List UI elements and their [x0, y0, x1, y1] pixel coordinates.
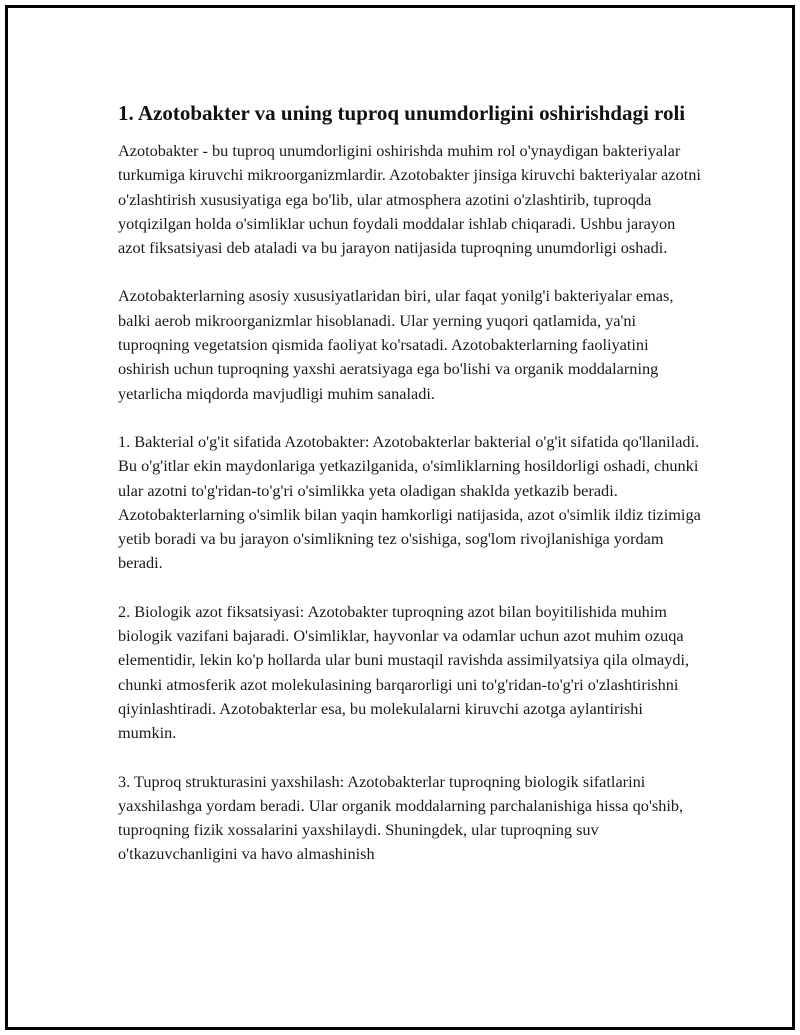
document-page [5, 5, 795, 1030]
paragraph-properties: Azotobakterlarning asosiy xususiyatlaridan biri, ular faqat yonilg'i bakteriyalar emas, balki aerob mikroorganizmlar hisoblanadi. Ular yerning yuqori qatlamida, ya'ni tuproqning vegetatsion qismida faoliyat ko'rsatadi. Azotobakterlarning faoliyatini oshirish uchun tuproqning yaxshi aeratsiyaga ega bo'lishi va organik moddalarning yetarlicha miqdorda mavjudligi muhim sanaladi. [118, 286, 674, 403]
paragraph-nitrogen-fixation: 2. Biologik azot fiksatsiyasi: Azotobakter tuproqning azot bilan boyitilishida muhim biologik vazifani bajaradi. O'simliklar, hayvonlar va odamlar uchun azot muhim ozuqa elementidir, lekin ko'p hollarda ular buni mustaqil ravishda assimilyatsiya qila olmaydi, chunki atmosferik azot molekulasining barqarorligi uni to'g'ridan-to'g'ri o'zlashtirishni qiyinlashtiradi. Azotobakterlar esa, bu molekulalarni kiruvchi azotga aylantirishi mumkin. [118, 601, 690, 743]
paragraph-soil-structure: 3. Tuproq strukturasini yaxshilash: Azotobakterlar tuproqning biologik sifatlarini yaxshilashga yordam beradi. Ular organik moddalarning parchalanishiga hissa qo'shib, tuproqning fizik xossalarini yaxshilaydi. Shuningdek, ular tuproqning suv o'tkazuvchanligini va havo almashinish [118, 771, 684, 864]
paragraph-bacterial-fertilizer: 1. Bakterial o'g'it sifatida Azotobakter: Azotobakterlar bakterial o'g'it sifatida qo'llaniladi. Bu o'g'itlar ekin maydonlariga yetkazilganida, o'simliklarning hosildorligi oshadi, chunki ular azotni to'g'ridan-to'g'ri o'simlikka yeta oladigan shaklda yetkazib beradi. Azotobakterlarning o'simlik bilan yaqin hamkorligi natijasida, azot o'simlik ildiz tizimiga yetib boradi va bu jarayon o'simlikning tez o'sishiga, sog'lom rivojlanishiga yordam beradi. [118, 431, 701, 573]
paragraph-intro: Azotobakter - bu tuproq unumdorligini oshirishda muhim rol o'ynaydigan bakteriyalar turkumiga kiruvchi mikroorganizmlardir. Azotobakter jinsiga kiruvchi bakteriyalar azotni o'zlashtirish xususiyatiga ega bo'lib, ular atmosphera azotini o'zlashtirib, tuproqda yotqizilgan holda o'simliklar uchun foydali moddalar ishlab chiqaradi. Ushbu jarayon azot fiksatsiyasi deb ataladi va bu jarayon natijasida tuproqning unumdorligi oshadi. [118, 141, 701, 258]
document-title: 1. Azotobakter va uning tuproq unumdorligini oshirishdagi roli [118, 101, 686, 125]
document-body [118, 99, 703, 867]
